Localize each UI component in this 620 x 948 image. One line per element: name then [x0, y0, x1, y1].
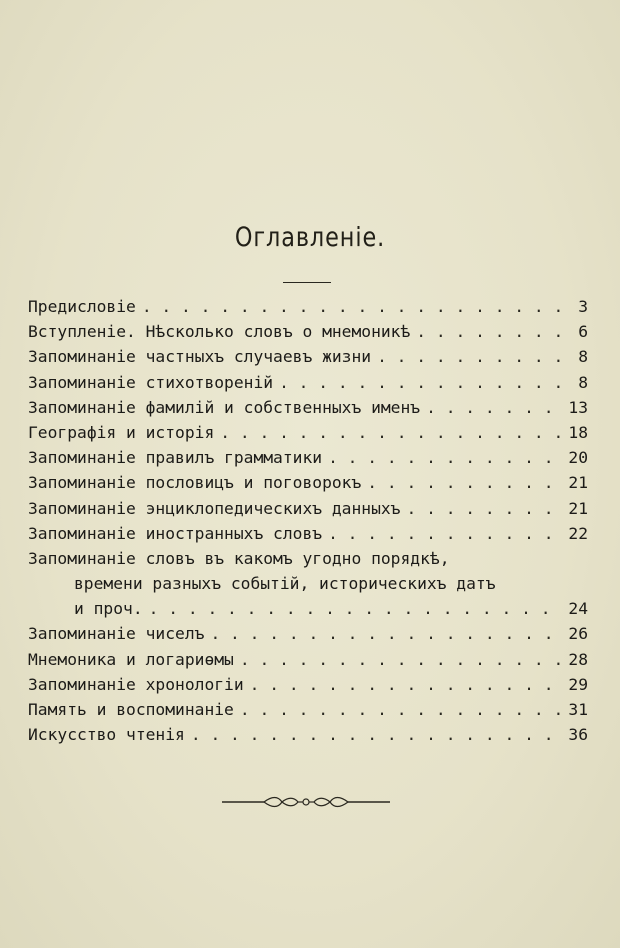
toc-entry	[28, 675, 588, 700]
toc-entry-title: Запоминаніе фамилій и собственныхъ именъ	[28, 397, 421, 417]
toc-entry-continuation	[28, 574, 588, 599]
toc-entry-title: Предисловіе	[28, 297, 136, 316]
toc-entry	[28, 650, 588, 675]
leader-dots	[240, 650, 560, 669]
toc-entry-page: 36	[568, 725, 588, 745]
toc-entry-page: 24	[568, 599, 588, 619]
toc-entry-page: 20	[568, 448, 588, 468]
toc-entry-page: 31	[568, 700, 588, 719]
toc-entry-page: 26	[568, 624, 588, 644]
toc-entry-page: 22	[568, 523, 588, 543]
toc-entry-title-line3: и проч.	[74, 599, 143, 619]
toc-entry-title: Запоминаніе стихотвореній	[28, 372, 274, 392]
leader-dots	[406, 499, 560, 518]
leader-dots	[149, 599, 560, 618]
toc-entry-title: Вступленіе. Нѣсколько словъ о мнемоникѣ	[28, 322, 411, 342]
toc-entry	[28, 423, 588, 448]
toc-entry-page: 28	[568, 649, 588, 669]
leader-dots	[426, 398, 560, 417]
toc-entry-title: Запоминаніе хронологіи	[28, 674, 244, 694]
toc-entry	[28, 524, 588, 549]
toc-entry-page: 29	[568, 674, 588, 694]
toc-entry-continuation	[28, 599, 588, 624]
toc-entry-page: 21	[568, 498, 588, 518]
toc-entry-title: Запоминаніе чиселъ	[28, 624, 205, 644]
toc-entry-title: Запоминаніе правилъ грамматики	[28, 448, 323, 468]
toc-entry	[28, 297, 588, 322]
toc-entry	[28, 549, 588, 574]
toc-entry-page: 21	[568, 473, 588, 493]
toc-entry-page: 13	[568, 397, 588, 417]
toc-entry-title: Запоминаніе пословицъ и поговорокъ	[28, 473, 362, 493]
toc-entry-page: 3	[578, 297, 588, 316]
table-of-contents	[28, 297, 588, 750]
toc-entry	[28, 322, 588, 347]
toc-entry-title: Память и воспоминаніе	[28, 700, 234, 719]
leader-dots	[220, 423, 560, 442]
toc-entry-page: 6	[578, 322, 588, 342]
toc-entry	[28, 347, 588, 372]
leader-dots	[210, 624, 560, 643]
toc-entry-title: Запоминаніе энциклопедическихъ данныхъ	[28, 498, 401, 518]
leader-dots	[250, 675, 560, 694]
toc-entry	[28, 448, 588, 473]
toc-entry	[28, 373, 588, 398]
title-rule	[283, 282, 331, 283]
leader-dots	[416, 322, 560, 341]
toc-entry-page: 8	[578, 347, 588, 367]
leader-dots	[240, 700, 560, 719]
ornament-divider-icon	[222, 794, 390, 810]
toc-entry-page: 8	[578, 372, 588, 392]
toc-entry	[28, 725, 588, 750]
leader-dots	[328, 448, 560, 467]
toc-entry-title: Географія и исторія	[28, 422, 215, 442]
toc-entry-title: Запоминаніе иностранныхъ словъ	[28, 523, 323, 543]
leader-dots	[142, 297, 560, 316]
toc-entry-title-line2: времени разныхъ событій, историческихъ датъ	[74, 574, 496, 594]
leader-dots	[279, 373, 560, 392]
page-title: Оглавленіе.	[234, 222, 386, 253]
toc-entry-title: Запоминаніе словъ въ какомъ угодно порядкѣ,	[28, 548, 450, 568]
leader-dots	[367, 473, 560, 492]
leader-dots	[191, 725, 560, 744]
toc-entry	[28, 398, 588, 423]
toc-entry-title: Искусство чтенія	[28, 725, 185, 745]
toc-entry	[28, 624, 588, 649]
leader-dots	[328, 524, 560, 543]
toc-entry-title: Запоминаніе частныхъ случаевъ жизни	[28, 347, 372, 367]
toc-entry	[28, 700, 588, 725]
toc-entry	[28, 473, 588, 498]
toc-entry-page: 18	[568, 422, 588, 442]
toc-entry	[28, 499, 588, 524]
toc-entry-title: Мнемоника и логариѳмы	[28, 649, 234, 669]
leader-dots	[377, 347, 560, 366]
